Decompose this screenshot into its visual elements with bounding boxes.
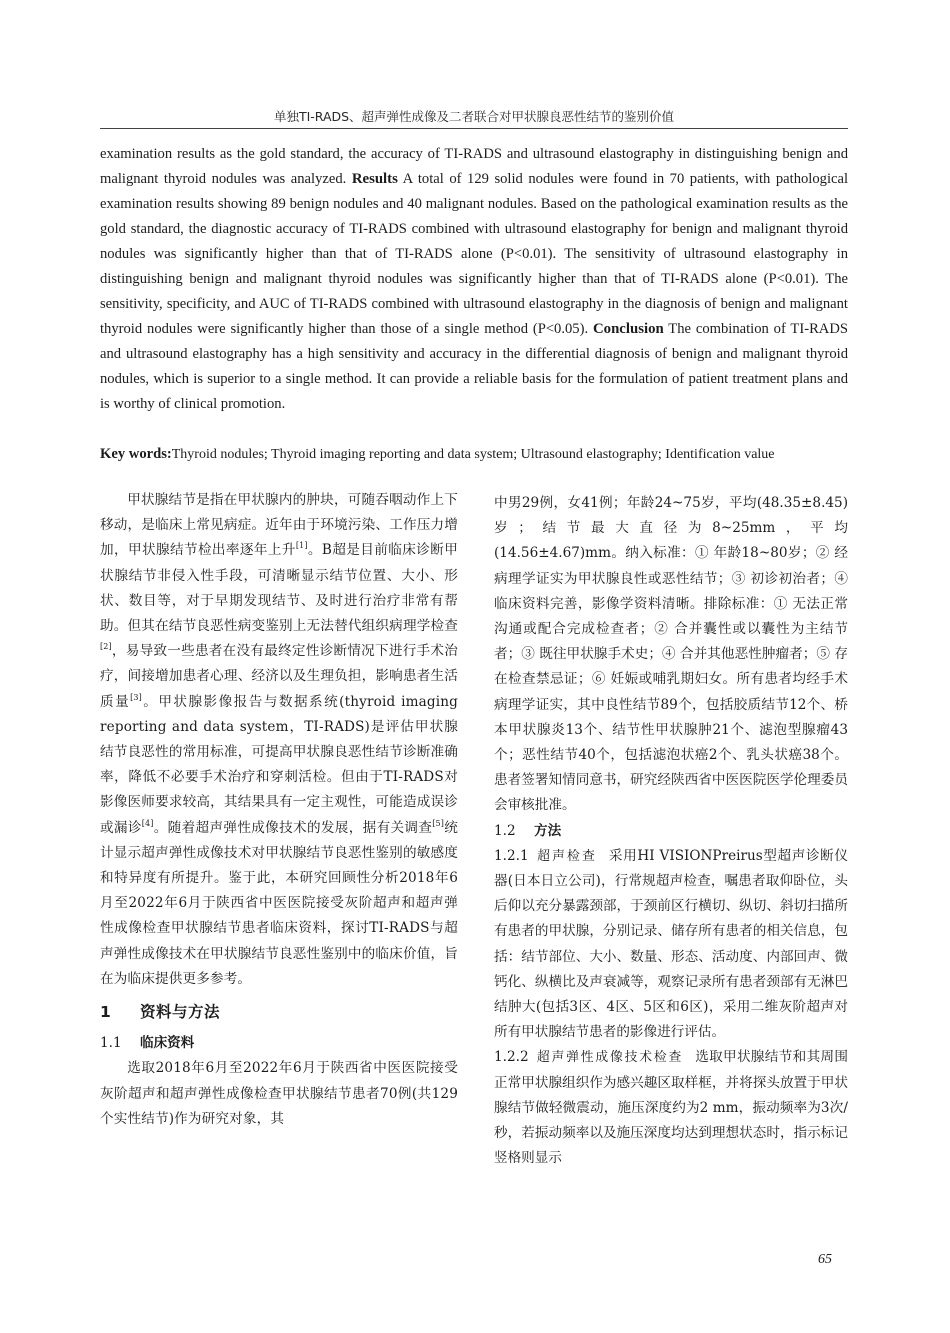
left-column xyxy=(100,488,458,1132)
citation-5: [5] xyxy=(432,818,445,828)
citation-2: [2] xyxy=(100,642,112,652)
intro-text-2: 。B超是目前临床诊断甲状腺结节非侵入性手段，可清晰显示结节位置、大小、形状、数目等，对于早期发现结节、及时进行治疗非常有帮助。但其在结节良恶性病变鉴别上无法替代组织病理学检查 xyxy=(100,542,458,635)
subsection-title: 方法 xyxy=(534,822,562,839)
citation-4: [4] xyxy=(141,818,154,828)
sub-subsection-title: 超声弹性成像技术检查 xyxy=(536,1050,684,1066)
header-rule xyxy=(100,128,848,129)
sub-subsection-title: 超声检查 xyxy=(536,848,597,864)
subsection-number: 1.1 xyxy=(100,1035,122,1052)
citation-1: [1] xyxy=(295,541,308,551)
abstract-paragraph xyxy=(100,142,848,417)
clinical-data-paragraph: 选取2018年6月至2022年6月于陕西省中医医院接受灰阶超声和超声弹性成像检查甲状腺结节患者70例(共129个实性结节)作为研究对象，其 xyxy=(100,1060,458,1127)
abstract-methods-tail: examination results as the gold standard, the accuracy of TI-RADS and ultrasound elastography in distinguishing benign and malignant thyroid nodules was analyzed. xyxy=(100,146,848,187)
intro-text-3: ，易导致一些患者在没有最终定性诊断情况下进行手术治疗，间接增加患者心理、经济以及生理负担，影响患者生活质量 xyxy=(100,643,458,710)
ultrasound-method-paragraph xyxy=(494,844,848,1046)
subsection-heading-1-1 xyxy=(100,1031,458,1056)
conclusion-label: Conclusion xyxy=(592,321,664,337)
ultrasound-method-text: 采用HI VISIONPreirus型超声诊断仪器(日本日立公司)，行常规超声检查，嘱患者取仰卧位，头后仰以充分暴露颈部，于颈前区行横切、纵切、斜切扫描所有患者的甲状腺，分别记录、储存所有患者的相关信息，包括：结节部位、大小、数量、形态、活动度、内部回声、微钙化、纵横比及声衰减等，观察记录所有患者颈部有无淋巴结肿大(包括3区、4区、5区和6区)，采用二维灰阶超声对所有甲状腺结节患者的影像进行评估。 xyxy=(494,847,848,1041)
subsection-heading-1-2 xyxy=(494,819,848,844)
page-number: 65 xyxy=(818,1252,832,1267)
results-label: Results xyxy=(351,171,398,187)
patient-criteria-paragraph: 中男29例，女41例；年龄24~75岁，平均(48.35±8.45)岁；结节最大直径为8~25mm，平均(14.56±4.67)mm。纳入标准：① 年龄18~80岁；② 经病理学证实为甲状腺良性或恶性结节；③ 初诊初治者；④ 临床资料完善，影像学资料清晰。排除标准：① 无法正常沟通或配合完成检查者；② 合并囊性或以囊性为主结节者；③ 既往甲状腺手术史；④ 合并其他恶性肿瘤者；⑤ 存在检查禁忌证；⑥ 妊娠或哺乳期妇女。所有患者均经手术病理学证实，其中良性结节89个，包括胶质结节12个、桥本甲状腺炎13个、结节性甲状腺肿21个、滤泡型腺瘤43个；恶性结节40个，包括滤泡状癌2个、乳头状癌38个。患者签署知情同意书，研究经陕西省中医医院医学伦理委员会审核批准。 xyxy=(494,495,848,814)
intro-text-5: 。随着超声弹性成像技术的发展，据有关调查 xyxy=(153,819,433,836)
elastography-method-text: 选取甲状腺结节和其周围正常甲状腺组织作为感兴趣区取样框，并将探头放置于甲状腺结节做轻微震动，施压深度约为2 mm，振动频率为3次/秒，若振动频率以及施压深度均达到理想状态时，指示标记竖格则显示 xyxy=(494,1049,849,1167)
right-column xyxy=(494,491,848,1171)
keywords-label: Key words: xyxy=(100,446,172,462)
running-header: 单独TI-RADS、超声弹性成像及二者联合对甲状腺良恶性结节的鉴别价值 xyxy=(273,109,675,124)
section-heading-1 xyxy=(100,1000,458,1025)
subsection-title: 临床资料 xyxy=(140,1035,195,1052)
intro-text-4: 。甲状腺影像报告与数据系统(thyroid imaging reporting and data system，TI-RADS)是评估甲状腺结节良恶性的常用标准，可提高甲状腺良恶性结节诊断准确率，降低不必要手术治疗和穿刺活检。但由于TI-RADS对影像医师要求较高，其结果具有一定主观性，可能造成误诊或漏诊 xyxy=(100,693,458,836)
section-title: 资料与方法 xyxy=(140,1003,221,1022)
intro-text-6: 统计显示超声弹性成像技术对甲状腺结节良恶性鉴别的敏感度和特异度有所提升。鉴于此，本研究回顾性分析2018年6月至2022年6月于陕西省中医医院接受灰阶超声和超声弹性成像检查甲状腺结节患者临床资料，探讨TI-RADS与超声弹性成像技术在甲状腺结节良恶性鉴别中的临床价值，旨在为临床提供更多参考。 xyxy=(100,819,459,987)
keywords-text: Thyroid nodules; Thyroid imaging reporting and data system; Ultrasound elastography; Identification value xyxy=(171,447,775,462)
intro-text-1: 甲状腺结节是指在甲状腺内的肿块，可随吞咽动作上下移动，是临床上常见病症。近年由于环境污染、工作压力增加，甲状腺结节检出率逐年上升 xyxy=(100,492,458,559)
sub-subsection-number: 1.2.2 xyxy=(494,1049,529,1066)
sub-subsection-number: 1.2.1 xyxy=(494,847,529,864)
elastography-method-paragraph xyxy=(494,1045,848,1171)
keywords-line xyxy=(100,442,848,467)
results-text: A total of 129 solid nodules were found in 70 patients, with pathological examination results showing 89 benign nodules and 40 malignant nodules. Based on the pathological examination results as the gold standard, the diagnostic accuracy of TI-RADS combined with ultrasound elastography for benign and malignant thyroid nodules was significantly higher than that of TI-RADS alone (P<0.01). The sensitivity of ultrasound elastography in distinguishing benign and malignant thyroid nodules was significantly higher than that of TI-RADS alone (P<0.01). The sensitivity, specificity, and AUC of TI-RADS combined with ultrasound elastography in the diagnosis of benign and malignant thyroid nodules were significantly higher than those of a single method (P<0.05). xyxy=(100,171,849,337)
citation-3: [3] xyxy=(130,692,142,702)
subsection-number: 1.2 xyxy=(494,822,516,839)
intro-paragraph xyxy=(100,488,458,992)
conclusion-text: The combination of TI-RADS and ultrasound elastography has a high sensitivity and accuracy in the differential diagnosis of benign and malignant thyroid nodules, which is superior to a single method. It can provide a reliable basis for the formulation of patient treatment plans and is worthy of clinical promotion. xyxy=(100,321,848,412)
section-number: 1 xyxy=(100,1003,112,1022)
